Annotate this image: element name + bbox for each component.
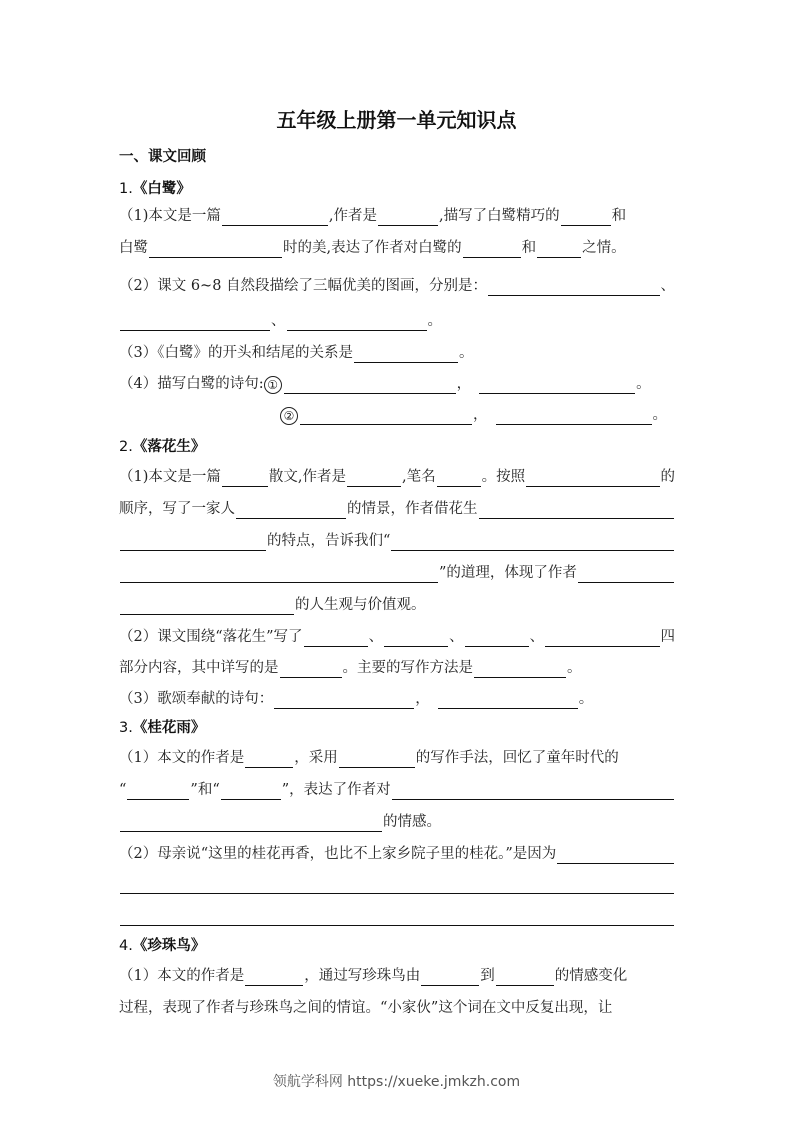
text: 。 xyxy=(652,407,667,423)
circled-number-1: ① xyxy=(264,376,282,394)
blank[interactable] xyxy=(438,690,578,709)
text: （1）本文的作者是 xyxy=(119,968,245,984)
text: 的 xyxy=(660,469,675,485)
blank[interactable] xyxy=(354,344,458,363)
blank[interactable] xyxy=(280,659,342,678)
text: 。 xyxy=(427,313,442,329)
text: 。主要的写作方法是 xyxy=(342,660,473,676)
blank[interactable] xyxy=(488,277,659,296)
text: （2）课文围绕“落花生”写了 xyxy=(119,629,303,645)
l1-q2-line2 xyxy=(119,307,675,331)
l2-q1-line5 xyxy=(119,591,675,615)
l1-q2-line1 xyxy=(119,272,675,296)
blank[interactable] xyxy=(221,781,281,800)
text: 。 xyxy=(578,691,594,707)
blank[interactable] xyxy=(245,749,293,768)
text: 过程，表现了作者与珍珠鸟之间的情谊。“小家伙”这个词在文中反复出现，让 xyxy=(119,1000,613,1016)
text: 。按照 xyxy=(481,469,526,485)
lesson-heading-3 xyxy=(119,716,205,737)
blank[interactable] xyxy=(284,375,456,394)
blank[interactable] xyxy=(304,628,368,647)
lesson-name: 《桂花雨》 xyxy=(132,720,206,736)
text: 的人生观与价值观。 xyxy=(295,597,426,613)
l2-q3-line xyxy=(119,685,675,709)
text: ”和“ xyxy=(190,782,220,798)
l4-q1-line2 xyxy=(119,994,675,1018)
text: ， xyxy=(456,376,472,392)
blank[interactable] xyxy=(300,406,472,425)
l2-q1-line4 xyxy=(119,559,675,583)
blank[interactable] xyxy=(463,239,521,258)
blank[interactable] xyxy=(222,207,328,226)
text: 四 xyxy=(660,629,675,645)
text: 、 xyxy=(368,629,384,645)
blank[interactable] xyxy=(120,907,674,926)
text: ，通过写珍珠鸟由 xyxy=(304,968,421,984)
blank[interactable] xyxy=(287,312,427,331)
text: ,描写了白鹭精巧的 xyxy=(439,208,560,224)
blank[interactable] xyxy=(545,628,659,647)
text: （3）《白鹭》的开头和结尾的关系是 xyxy=(119,345,353,361)
text: 、 xyxy=(529,629,545,645)
blank[interactable] xyxy=(479,375,635,394)
text: 之情。 xyxy=(582,240,626,256)
text: 和 xyxy=(611,208,627,224)
l3-q2-line2 xyxy=(119,870,675,894)
blank[interactable] xyxy=(496,406,652,425)
text: 的情感变化 xyxy=(554,968,628,984)
lesson-number: 3. xyxy=(119,720,133,736)
blank[interactable] xyxy=(149,239,282,258)
text: 、 xyxy=(271,313,286,329)
page-title: 五年级上册第一单元知识点 xyxy=(276,108,517,132)
blank[interactable] xyxy=(339,749,415,768)
blank[interactable] xyxy=(127,781,189,800)
blank[interactable] xyxy=(496,967,554,986)
text: 的情感。 xyxy=(383,814,441,830)
blank[interactable] xyxy=(474,659,566,678)
l3-q1-line2 xyxy=(119,776,675,800)
blank[interactable] xyxy=(347,468,401,487)
circled-number-2: ② xyxy=(280,407,298,425)
lesson-name: 《白鹭》 xyxy=(132,181,191,197)
lesson-name: 《落花生》 xyxy=(132,439,206,455)
text: 到 xyxy=(480,968,495,984)
text: （1)本文是一篇 xyxy=(119,208,221,224)
section-heading: 一、课文回顾 xyxy=(119,149,206,165)
lesson-number: 1. xyxy=(119,181,133,197)
blank[interactable] xyxy=(526,468,659,487)
blank[interactable] xyxy=(120,875,674,894)
lesson-name: 《珍珠鸟》 xyxy=(132,938,206,954)
blank[interactable] xyxy=(245,967,303,986)
text: ”，表达了作者对 xyxy=(281,782,391,798)
text: （1）本文的作者是 xyxy=(119,750,245,766)
blank[interactable] xyxy=(236,500,346,519)
text: 的情景，作者借花生 xyxy=(347,501,478,517)
text: 时的美,表达了作者对白鹭的 xyxy=(283,240,462,256)
l2-q2-line2 xyxy=(119,654,675,678)
text: 白鹭 xyxy=(119,240,148,256)
l1-q1-line2 xyxy=(119,234,675,258)
text: 、 xyxy=(449,629,464,645)
blank[interactable] xyxy=(537,239,581,258)
text: ，采用 xyxy=(294,750,338,766)
blank[interactable] xyxy=(392,781,674,800)
lesson-heading-1 xyxy=(119,177,191,198)
l3-q2-line1 xyxy=(119,840,675,864)
blank[interactable] xyxy=(274,690,414,709)
text: （1)本文是一篇 xyxy=(119,469,221,485)
lesson-number: 2. xyxy=(119,439,133,455)
blank[interactable] xyxy=(222,468,268,487)
l2-q1-line3 xyxy=(119,527,675,551)
l3-q2-line3 xyxy=(119,902,675,926)
l2-q2-line1 xyxy=(119,623,675,647)
blank[interactable] xyxy=(421,967,479,986)
text: （3）歌颂奉献的诗句： xyxy=(119,691,274,707)
text: （2）课文 6~8 自然段描绘了三幅优美的图画，分别是： xyxy=(119,278,488,294)
blank[interactable] xyxy=(479,500,675,519)
blank[interactable] xyxy=(465,628,529,647)
text: ”的道理，体现了作者 xyxy=(439,565,577,581)
blank[interactable] xyxy=(561,207,611,226)
l2-q1-line1 xyxy=(119,463,675,487)
lesson-number: 4. xyxy=(119,938,133,954)
text: ， xyxy=(473,407,488,423)
l4-q1-line1 xyxy=(119,962,675,986)
blank[interactable] xyxy=(120,564,438,583)
l3-q1-line3 xyxy=(119,808,675,832)
blank[interactable] xyxy=(391,532,674,551)
lesson-heading-2 xyxy=(119,435,205,456)
blank[interactable] xyxy=(437,468,481,487)
l1-q4-line1 xyxy=(119,370,675,394)
text: 散文,作者是 xyxy=(268,469,346,485)
blank[interactable] xyxy=(120,813,382,832)
text: “ xyxy=(119,782,127,798)
footer-watermark: 领航学科网 https://xueke.jmkzh.com xyxy=(272,1074,521,1090)
text: 、 xyxy=(660,278,675,294)
blank[interactable] xyxy=(384,628,448,647)
l1-q1-line1 xyxy=(119,202,675,226)
blank[interactable] xyxy=(557,845,674,864)
blank[interactable] xyxy=(120,596,294,615)
lesson-heading-4 xyxy=(119,934,205,955)
text: ,作者是 xyxy=(328,208,377,224)
text: 部分内容，其中详写的是 xyxy=(119,660,279,676)
text: 。 xyxy=(636,376,651,392)
l1-q4-line2 xyxy=(280,401,680,425)
blank[interactable] xyxy=(578,564,674,583)
l3-q1-line1 xyxy=(119,744,675,768)
text: 的特点，告诉我们“ xyxy=(267,533,391,549)
text: （4）描写白鹭的诗句: xyxy=(119,376,264,392)
blank[interactable] xyxy=(120,312,270,331)
text: ， xyxy=(415,691,430,707)
text: 。 xyxy=(567,660,582,676)
text: （2）母亲说“这里的桂花再香，也比不上家乡院子里的桂花。”是因为 xyxy=(119,846,557,862)
blank[interactable] xyxy=(120,532,266,551)
l1-q3-line xyxy=(119,339,675,363)
text: 。 xyxy=(458,345,474,361)
l2-q1-line2 xyxy=(119,495,675,519)
text: ,笔名 xyxy=(402,469,436,485)
blank[interactable] xyxy=(378,207,438,226)
text: 的写作手法，回忆了童年时代的 xyxy=(415,750,619,766)
text: 顺序，写了一家人 xyxy=(119,501,235,517)
text: 和 xyxy=(521,240,537,256)
